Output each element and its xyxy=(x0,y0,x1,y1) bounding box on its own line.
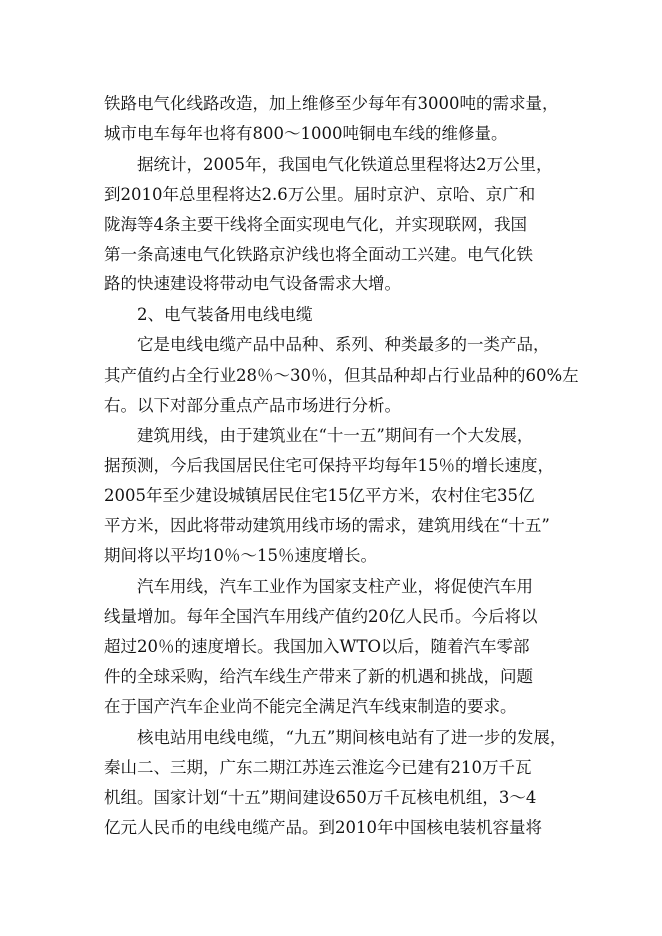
text-line: 建筑用线，由于建筑业在“十一五”期间有一个大发展， xyxy=(137,426,534,445)
text-line: 其产值约占全行业28％～30％，但其品种却占行业品种的60%左 xyxy=(104,366,579,385)
text-line: 期间将以平均10％～15％速度增长。 xyxy=(104,546,377,565)
text-line: 它是电线电缆产品中品种、系列、种类最多的一类产品， xyxy=(137,335,550,354)
text-line: 城市电车每年也将有800～1000吨铜电车线的维修量。 xyxy=(104,124,508,143)
text-line: 核电站用电线电缆，“九五”期间核电站有了进一步的发展， xyxy=(137,728,567,747)
text-line: 据预测，今后我国居民住宅可保持平均每年15％的增长速度， xyxy=(104,456,554,475)
text-line: 右。以下对部分重点产品市场进行分析。 xyxy=(104,396,401,415)
text-line: 在于国产汽车企业尚不能完全满足汽车线束制造的要求。 xyxy=(104,697,517,716)
text-line: 平方米，因此将带动建筑用线市场的需求，建筑用线在“十五” xyxy=(104,516,550,535)
text-line: 线量增加。每年全国汽车用线产值约20亿人民币。今后将以 xyxy=(104,607,538,626)
text-line: 汽车用线，汽车工业作为国家支柱产业，将促使汽车用 xyxy=(137,577,533,596)
text-line: 件的全球采购，给汽车线生产带来了新的机遇和挑战，问题 xyxy=(104,667,533,686)
text-line: 铁路电气化线路改造，加上维修至少每年有3000吨的需求量， xyxy=(104,94,559,113)
text-line: 陇海等4条主要干线将全面实现电气化，并实现联网，我国 xyxy=(104,215,527,234)
text-line: 秦山二、三期，广东二期江苏连云淮迄今已建有210万千瓦 xyxy=(104,758,532,777)
text-line: 到2010年总里程将达2.6万公里。届时京沪、京哈、京广和 xyxy=(104,185,536,204)
text-line: 路的快速建设将带动电气设备需求大增。 xyxy=(104,274,401,293)
text-line: 机组。国家计划“十五”期间建设650万千瓦核电机组，3～4 xyxy=(104,788,537,807)
text-line: 超过20％的速度增长。我国加入WTO以后，随着汽车零部 xyxy=(104,637,530,656)
text-line: 第一条高速电气化铁路京沪线也将全面动工兴建。电气化铁 xyxy=(104,245,533,264)
text-line: 据统计，2005年，我国电气化铁道总里程将达2万公里， xyxy=(137,155,553,174)
section-heading: 2、电气装备用电线电缆 xyxy=(137,305,313,324)
text-line: 亿元人民币的电线电缆产品。到2010年中国核电装机容量将 xyxy=(104,818,542,837)
text-line: 2005年至少建设城镇居民住宅15亿平方米，农村住宅35亿 xyxy=(104,486,535,505)
